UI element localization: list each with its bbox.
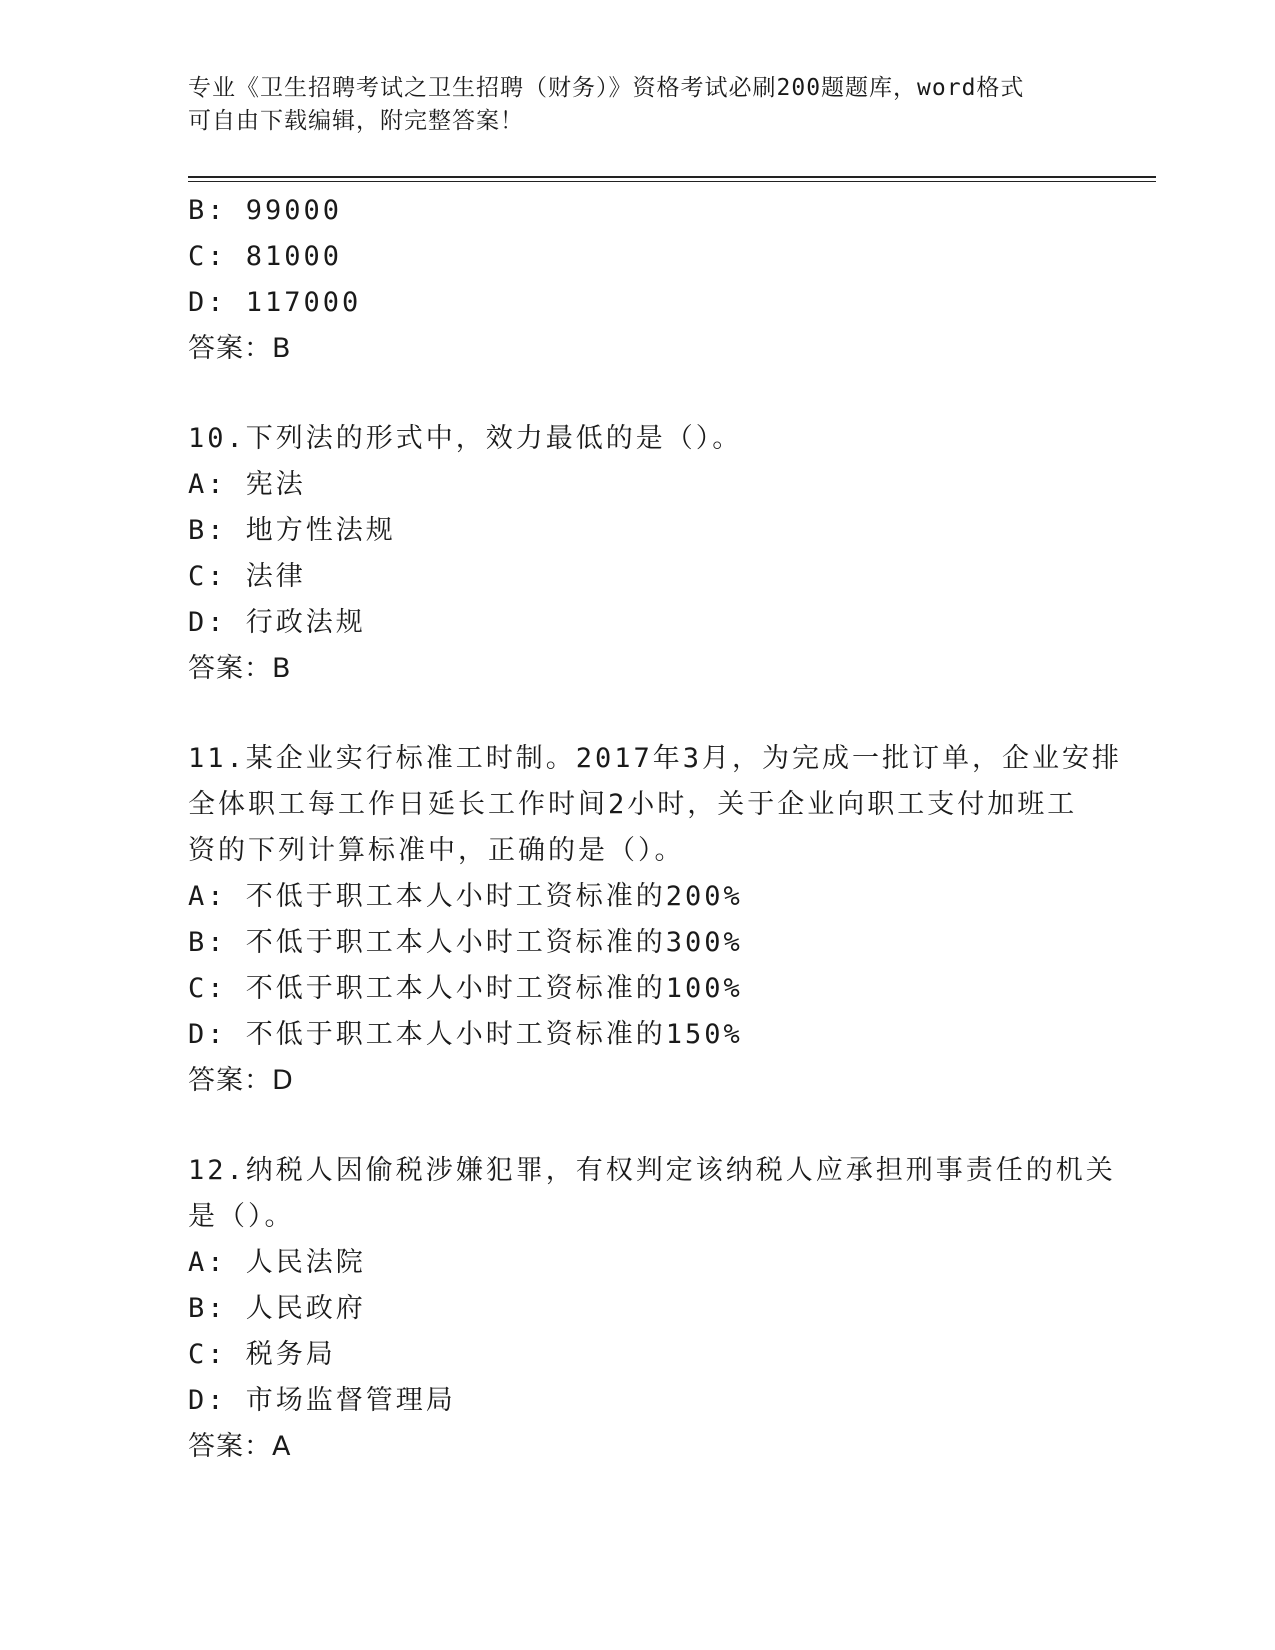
option-a: A: 人民法院	[188, 1247, 366, 1278]
option-a: A: 不低于职工本人小时工资标准的200%	[188, 881, 743, 912]
option-d: D: 行政法规	[188, 607, 366, 638]
question-stem: 10.下列法的形式中，效力最低的是（）。	[188, 423, 743, 454]
option-a: A: 宪法	[188, 469, 306, 500]
question-10	[188, 416, 1088, 692]
question-stem-line-2: 全体职工每工作日延长工作时间2小时，关于企业向职工支付加班工	[188, 789, 1078, 820]
option-b: B: 地方性法规	[188, 515, 396, 546]
option-d: D: 市场监督管理局	[188, 1385, 456, 1416]
spacer	[188, 372, 1088, 416]
document-header	[188, 72, 1088, 138]
question-12	[188, 1148, 1116, 1470]
header-rule-thick	[188, 176, 1156, 178]
spacer	[188, 1104, 1088, 1148]
option-c: C: 不低于职工本人小时工资标准的100%	[188, 973, 743, 1004]
option-c: C: 法律	[188, 561, 306, 592]
header-line-1: 专业《卫生招聘考试之卫生招聘（财务）》资格考试必刷200题题库，word格式	[188, 75, 1025, 101]
answer: 答案：B	[188, 333, 292, 364]
option-c: C: 税务局	[188, 1339, 336, 1370]
question-stem-line-3: 资的下列计算标准中，正确的是（）。	[188, 835, 685, 866]
answer: 答案：D	[188, 1065, 294, 1096]
option-c: C: 81000	[188, 241, 343, 272]
question-11	[188, 736, 1123, 1104]
option-d: D: 117000	[188, 287, 362, 318]
option-d: D: 不低于职工本人小时工资标准的150%	[188, 1019, 743, 1050]
question-stem-line-1: 11.某企业实行标准工时制。2017年3月，为完成一批订单，企业安排	[188, 743, 1123, 774]
option-b: B: 99000	[188, 195, 343, 226]
answer: 答案：B	[188, 653, 292, 684]
question-stem-line-2: 是（）。	[188, 1201, 295, 1232]
question-stem-line-1: 12.纳税人因偷税涉嫌犯罪，有权判定该纳税人应承担刑事责任的机关	[188, 1155, 1116, 1186]
option-b: B: 不低于职工本人小时工资标准的300%	[188, 927, 743, 958]
spacer	[188, 692, 1088, 736]
header-rule-thin	[188, 181, 1156, 182]
question-9	[188, 188, 1088, 372]
question-content	[188, 188, 1123, 1470]
header-line-2: 可自由下载编辑，附完整答案！	[188, 108, 524, 134]
answer: 答案：A	[188, 1431, 292, 1462]
option-b: B: 人民政府	[188, 1293, 366, 1324]
